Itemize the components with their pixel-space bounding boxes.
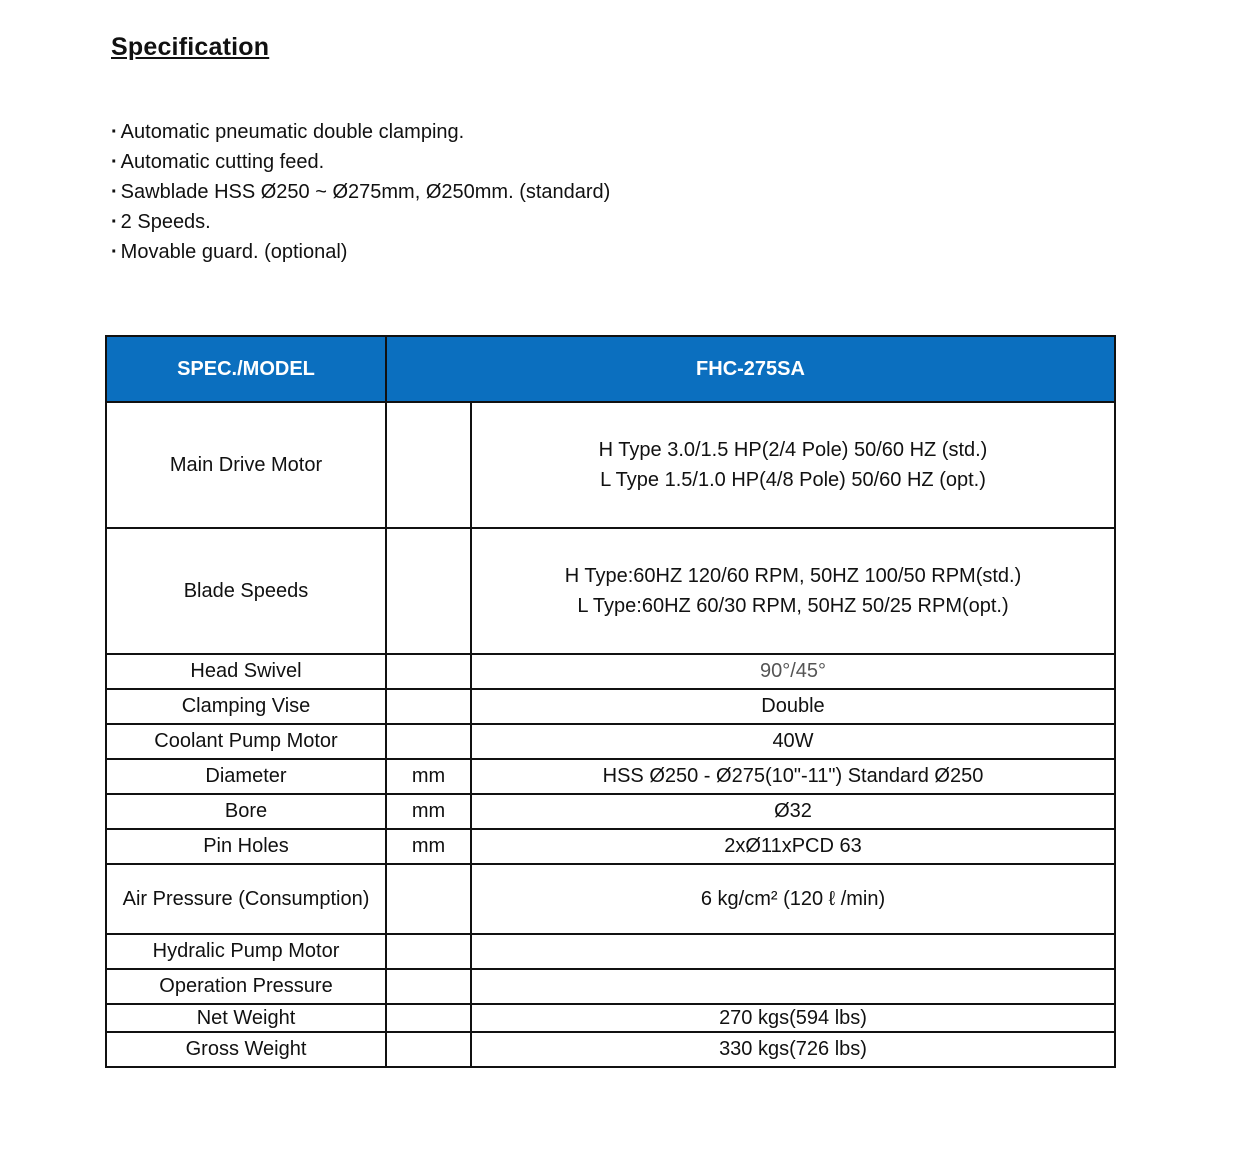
row-unit [386, 402, 471, 528]
header-model: FHC-275SA [386, 336, 1115, 402]
spec-table [105, 335, 1116, 1068]
row-value: Ø32 [471, 794, 1115, 829]
table-row [106, 759, 1115, 794]
table-row [106, 969, 1115, 1004]
row-label: Pin Holes [106, 829, 386, 864]
row-value-line: L Type:60HZ 60/30 RPM, 50HZ 50/25 RPM(opt.) [577, 595, 1009, 617]
row-unit [386, 724, 471, 759]
row-value [471, 969, 1115, 1004]
row-value: 90°/45° [471, 654, 1115, 689]
row-label: Net Weight [106, 1004, 386, 1032]
row-label: Clamping Vise [106, 689, 386, 724]
row-unit [386, 969, 471, 1004]
table-row [106, 402, 1115, 528]
row-label: Air Pressure (Consumption) [106, 864, 386, 934]
row-value: 270 kgs(594 lbs) [471, 1004, 1115, 1032]
row-value: Double [471, 689, 1115, 724]
row-value-line: H Type:60HZ 120/60 RPM, 50HZ 100/50 RPM(std.) [564, 565, 1022, 587]
table-row [106, 1032, 1115, 1067]
row-value [471, 402, 1115, 528]
feature-item: · Sawblade HSS Ø250 ~ Ø275mm, Ø250mm. (standard) [111, 177, 610, 207]
row-label: Coolant Pump Motor [106, 724, 386, 759]
row-unit: mm [386, 759, 471, 794]
row-unit [386, 1004, 471, 1032]
feature-item: · Automatic pneumatic double clamping. [111, 117, 610, 147]
row-label: Blade Speeds [106, 528, 386, 654]
table-row [106, 689, 1115, 724]
row-value-line: H Type 3.0/1.5 HP(2/4 Pole) 50/60 HZ (std.) [598, 439, 988, 461]
header-spec-model: SPEC./MODEL [106, 336, 386, 402]
row-label: Diameter [106, 759, 386, 794]
page-title: Specification [111, 33, 270, 61]
row-unit [386, 864, 471, 934]
table-row [106, 864, 1115, 934]
row-unit [386, 528, 471, 654]
feature-item: · Movable guard. (optional) [111, 237, 610, 267]
row-value: 40W [471, 724, 1115, 759]
table-row [106, 794, 1115, 829]
row-value: HSS Ø250 - Ø275(10"-11") Standard Ø250 [471, 759, 1115, 794]
table-row [106, 1004, 1115, 1032]
row-label: Bore [106, 794, 386, 829]
table-row [106, 934, 1115, 969]
table-row [106, 724, 1115, 759]
row-unit [386, 654, 471, 689]
table-row [106, 654, 1115, 689]
row-label: Operation Pressure [106, 969, 386, 1004]
row-unit: mm [386, 829, 471, 864]
row-value: 2xØ11xPCD 63 [471, 829, 1115, 864]
row-unit [386, 934, 471, 969]
row-label: Main Drive Motor [106, 402, 386, 528]
feature-item: · 2 Speeds. [111, 207, 610, 237]
table-row [106, 528, 1115, 654]
table-header-row [106, 336, 1115, 402]
row-value: 330 kgs(726 lbs) [471, 1032, 1115, 1067]
row-value [471, 934, 1115, 969]
row-label: Hydralic Pump Motor [106, 934, 386, 969]
row-unit: mm [386, 794, 471, 829]
row-unit [386, 689, 471, 724]
feature-item: · Automatic cutting feed. [111, 147, 610, 177]
row-unit [386, 1032, 471, 1067]
feature-list [111, 117, 610, 267]
row-value [471, 528, 1115, 654]
row-value-line: L Type 1.5/1.0 HP(4/8 Pole) 50/60 HZ (opt.) [600, 469, 986, 491]
row-value: 6 kg/cm² (120 ℓ /min) [471, 864, 1115, 934]
table-row [106, 829, 1115, 864]
row-label: Gross Weight [106, 1032, 386, 1067]
row-label: Head Swivel [106, 654, 386, 689]
